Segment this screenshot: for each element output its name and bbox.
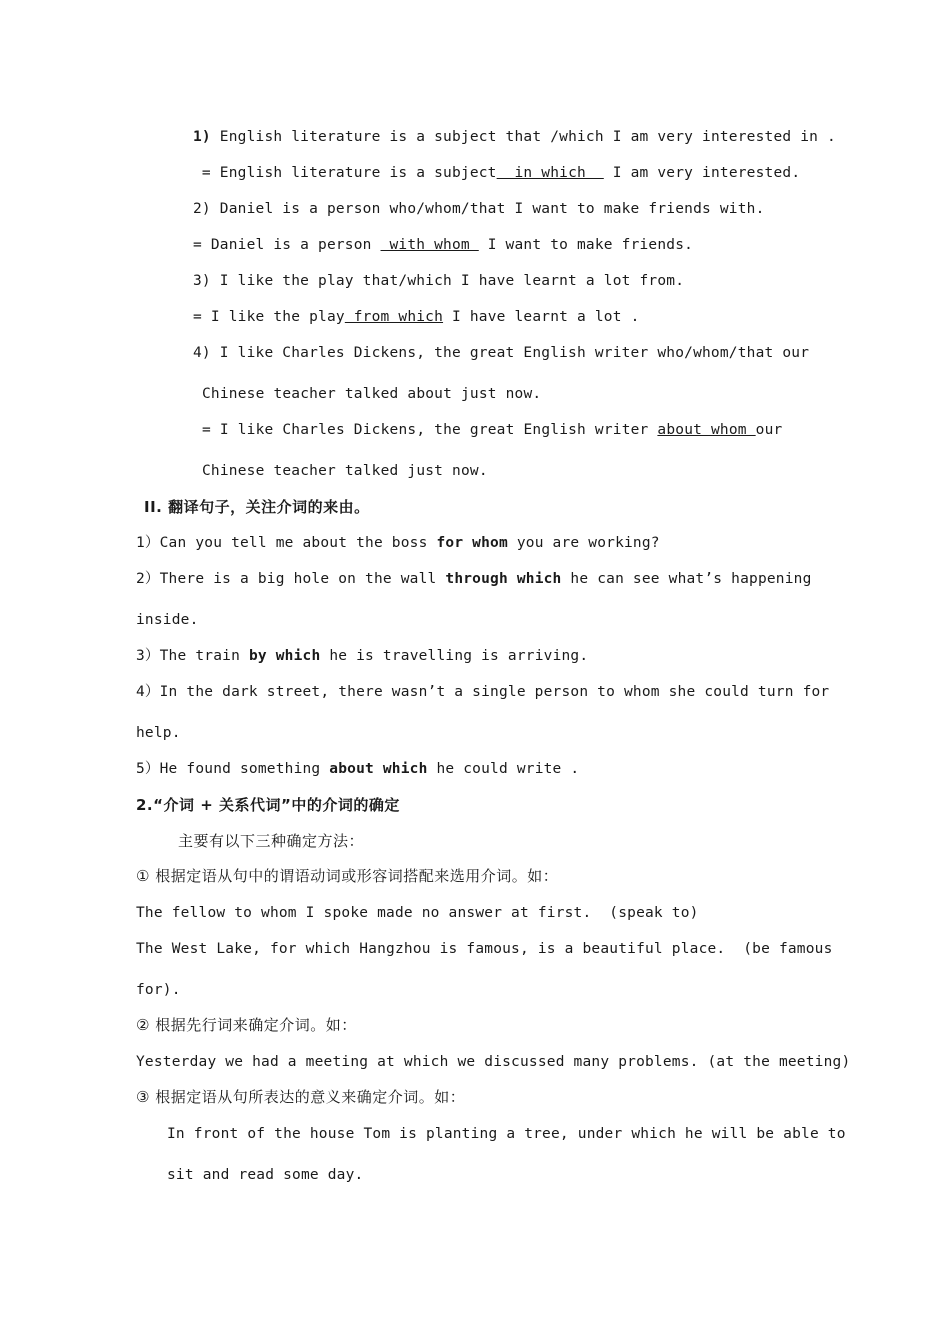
rewrite-post: our xyxy=(755,422,783,438)
highlight-phrase: about which xyxy=(329,761,428,777)
rewrite-post: I have learnt a lot . xyxy=(443,309,640,325)
sentence-post: he could write . xyxy=(427,761,580,777)
highlight-phrase: by which xyxy=(248,648,321,664)
sentence-pre: 2）There is a big hole on the wall xyxy=(136,571,446,587)
highlight-phrase: through which xyxy=(445,571,562,587)
sentence-pre: 3）The train xyxy=(136,648,249,664)
method-3-example: In front of the house Tom is planting a tree, under which he will be able to xyxy=(167,1126,846,1142)
answer-blank: from which xyxy=(344,309,444,325)
answer-blank: with whom xyxy=(380,237,479,253)
sentence-2-cont: inside. xyxy=(136,612,199,628)
example-1-line xyxy=(193,127,836,147)
example-4-line: 4) I like Charles Dickens, the great English writer who/whom/that our xyxy=(193,345,810,361)
sentence-pre: 1）Can you tell me about the boss xyxy=(136,535,437,551)
method-1-example-2: The West Lake, for which Hangzhou is famous, is a beautiful place. (be famous xyxy=(136,941,833,957)
sentence-3 xyxy=(136,646,588,666)
example-4-line-cont: Chinese teacher talked about just now. xyxy=(202,386,542,402)
example-4-rewrite-cont: Chinese teacher talked just now. xyxy=(202,463,488,479)
answer-blank: about whom xyxy=(657,422,756,438)
method-3-example-cont: sit and read some day. xyxy=(167,1167,364,1183)
answer-blank: in which xyxy=(496,165,604,181)
method-1-example-2-cont: for). xyxy=(136,982,181,998)
sentence-5 xyxy=(136,759,579,779)
sentence-post: you are working? xyxy=(507,535,660,551)
rewrite-post: I want to make friends. xyxy=(478,237,694,253)
rewrite-pre: = I like Charles Dickens, the great English writer xyxy=(202,422,658,438)
sentence-post: he can see what’s happening xyxy=(561,571,812,587)
example-4-rewrite xyxy=(202,420,782,440)
example-3-line: 3) I like the play that/which I have learnt a lot from. xyxy=(193,273,685,289)
rewrite-post: I am very interested. xyxy=(603,165,801,181)
sentence-4-cont: help. xyxy=(136,725,181,741)
rewrite-pre: = I like the play xyxy=(193,309,345,325)
example-1-text: English literature is a subject that /which I am very interested in . xyxy=(210,129,836,145)
example-2-line: 2) Daniel is a person who/whom/that I want to make friends with. xyxy=(193,201,765,217)
sentence-pre: 5）He found something xyxy=(136,761,330,777)
method-1-example-1: The fellow to whom I spoke made no answer at first. (speak to) xyxy=(136,905,699,921)
sentence-1 xyxy=(136,533,660,553)
rewrite-pre: = English literature is a subject xyxy=(193,165,497,181)
sentence-2 xyxy=(136,569,812,589)
example-1-number: 1) xyxy=(193,129,211,145)
rewrite-pre: = Daniel is a person xyxy=(193,237,381,253)
method-3: ③ 根据定语从句所表达的意义来确定介词。如： xyxy=(136,1088,466,1106)
section-heading-translate: II. 翻译句子，关注介词的来由。 xyxy=(144,498,370,516)
example-2-rewrite xyxy=(193,235,693,255)
method-2: ② 根据先行词来确定介词。如： xyxy=(136,1016,357,1034)
method-intro: 主要有以下三种确定方法： xyxy=(178,832,365,850)
sentence-4: 4）In the dark street, there wasn’t a single person to whom she could turn for xyxy=(136,684,830,700)
method-2-example: Yesterday we had a meeting at which we discussed many problems. (at the meeting) xyxy=(136,1054,851,1070)
method-1: ① 根据定语从句中的谓语动词或形容词搭配来选用介词。如： xyxy=(136,867,559,885)
sentence-post: he is travelling is arriving. xyxy=(320,648,589,664)
example-3-rewrite xyxy=(193,307,640,327)
example-1-rewrite xyxy=(193,163,800,183)
section-heading-preposition: 2.“介词 + 关系代词”中的介词的确定 xyxy=(136,796,400,814)
highlight-phrase: for whom xyxy=(436,535,508,551)
